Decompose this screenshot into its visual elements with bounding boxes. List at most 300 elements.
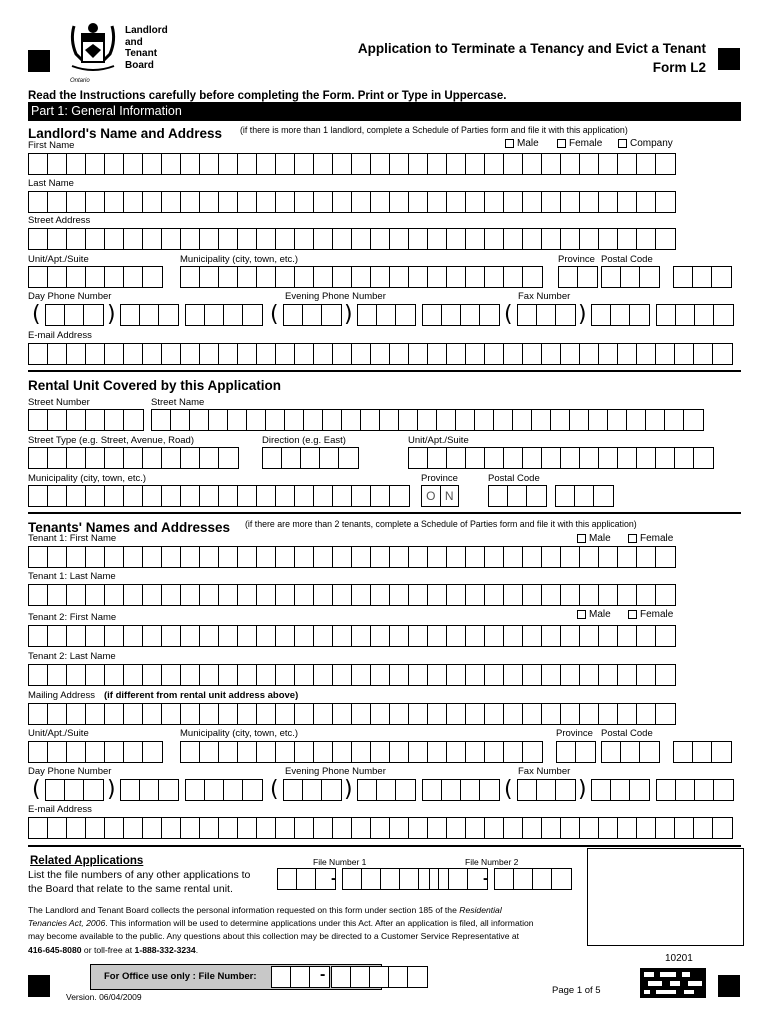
char-box[interactable]: [238, 267, 257, 287]
char-box[interactable]: [523, 585, 542, 605]
char-box[interactable]: [580, 585, 599, 605]
char-box[interactable]: [390, 267, 409, 287]
char-box[interactable]: [390, 585, 409, 605]
char-box[interactable]: [67, 448, 86, 468]
char-box[interactable]: [665, 410, 684, 430]
char-box[interactable]: [542, 344, 561, 364]
char-box[interactable]: [105, 818, 124, 838]
char-box[interactable]: [532, 410, 551, 430]
char-box[interactable]: [485, 154, 504, 174]
char-box[interactable]: [523, 229, 542, 249]
char-box[interactable]: [121, 780, 140, 800]
char-box[interactable]: [621, 742, 640, 762]
char-box[interactable]: [637, 626, 656, 646]
char-box[interactable]: [219, 665, 238, 685]
char-box[interactable]: [523, 704, 542, 724]
char-box[interactable]: [352, 818, 371, 838]
char-box[interactable]: [537, 780, 556, 800]
char-box[interactable]: [124, 585, 143, 605]
landlord-fax-prefix-field[interactable]: [591, 304, 650, 326]
char-box[interactable]: [124, 344, 143, 364]
char-box[interactable]: [162, 154, 181, 174]
char-box[interactable]: [257, 344, 276, 364]
char-box[interactable]: [29, 742, 48, 762]
char-box[interactable]: [304, 410, 323, 430]
char-box[interactable]: [447, 585, 466, 605]
char-box[interactable]: [442, 305, 461, 325]
char-box[interactable]: [504, 626, 523, 646]
char-box[interactable]: [602, 267, 621, 287]
char-box[interactable]: [695, 780, 714, 800]
landlord-evening-line-field[interactable]: [422, 304, 500, 326]
char-box[interactable]: [561, 585, 580, 605]
landlord-evening-prefix-field[interactable]: [357, 304, 416, 326]
tenant-day-area-field[interactable]: [45, 779, 104, 801]
char-box[interactable]: [371, 547, 390, 567]
char-box[interactable]: [656, 448, 675, 468]
char-box[interactable]: [352, 626, 371, 646]
tenant2-last-field[interactable]: [28, 664, 676, 686]
tenant-fax-line-field[interactable]: [656, 779, 734, 801]
char-box[interactable]: [333, 154, 352, 174]
char-box[interactable]: [428, 665, 447, 685]
char-box[interactable]: [676, 305, 695, 325]
tenant1-female-checkbox[interactable]: Female: [628, 533, 673, 544]
char-box[interactable]: [181, 154, 200, 174]
char-box[interactable]: [352, 665, 371, 685]
char-box[interactable]: [542, 192, 561, 212]
char-box[interactable]: [418, 410, 437, 430]
char-box[interactable]: [48, 192, 67, 212]
file-number-1-part-b[interactable]: [342, 868, 439, 890]
char-box[interactable]: [266, 410, 285, 430]
char-box[interactable]: [559, 267, 578, 287]
char-box[interactable]: [580, 665, 599, 685]
tenant-day-prefix-field[interactable]: [120, 779, 179, 801]
char-box[interactable]: [377, 305, 396, 325]
char-box[interactable]: [105, 410, 124, 430]
char-box[interactable]: [48, 486, 67, 506]
char-box[interactable]: [542, 229, 561, 249]
char-box[interactable]: [105, 585, 124, 605]
char-box[interactable]: [186, 780, 205, 800]
char-box[interactable]: [86, 344, 105, 364]
char-box[interactable]: [461, 780, 480, 800]
char-box[interactable]: [599, 818, 618, 838]
char-box[interactable]: [575, 486, 594, 506]
char-box[interactable]: [656, 585, 675, 605]
char-box[interactable]: [67, 742, 86, 762]
char-box[interactable]: [428, 448, 447, 468]
landlord-postal-1-field[interactable]: [601, 266, 660, 288]
char-box[interactable]: [297, 869, 316, 889]
char-box[interactable]: [67, 192, 86, 212]
char-box[interactable]: [494, 410, 513, 430]
char-box[interactable]: [333, 344, 352, 364]
char-box[interactable]: [640, 267, 659, 287]
char-box[interactable]: [485, 229, 504, 249]
char-box[interactable]: [637, 818, 656, 838]
char-box[interactable]: [390, 818, 409, 838]
char-box[interactable]: [257, 229, 276, 249]
char-box[interactable]: [228, 410, 247, 430]
char-box[interactable]: [295, 486, 314, 506]
char-box[interactable]: [466, 229, 485, 249]
char-box[interactable]: [86, 229, 105, 249]
char-box[interactable]: [676, 780, 695, 800]
char-box[interactable]: [599, 704, 618, 724]
char-box[interactable]: [219, 154, 238, 174]
char-box[interactable]: [276, 229, 295, 249]
char-box[interactable]: [162, 626, 181, 646]
char-box[interactable]: [48, 154, 67, 174]
landlord-unit-field[interactable]: [28, 266, 163, 288]
char-box[interactable]: [333, 267, 352, 287]
char-box[interactable]: [466, 448, 485, 468]
char-box[interactable]: [105, 665, 124, 685]
char-box[interactable]: [238, 229, 257, 249]
landlord-fax-line-field[interactable]: [656, 304, 734, 326]
char-box[interactable]: [409, 344, 428, 364]
char-box[interactable]: [518, 780, 537, 800]
char-box[interactable]: [361, 410, 380, 430]
char-box[interactable]: [143, 742, 162, 762]
char-box[interactable]: [580, 344, 599, 364]
char-box[interactable]: [714, 780, 733, 800]
char-box[interactable]: [523, 154, 542, 174]
char-box[interactable]: [684, 410, 703, 430]
char-box[interactable]: [637, 547, 656, 567]
char-box[interactable]: [314, 486, 333, 506]
char-box[interactable]: [428, 229, 447, 249]
char-box[interactable]: [181, 818, 200, 838]
char-box[interactable]: [456, 410, 475, 430]
char-box[interactable]: [143, 344, 162, 364]
char-box[interactable]: [105, 229, 124, 249]
char-box[interactable]: [333, 626, 352, 646]
char-box[interactable]: [86, 626, 105, 646]
landlord-day-line-field[interactable]: [185, 304, 263, 326]
char-box[interactable]: [618, 192, 637, 212]
char-box[interactable]: [333, 486, 352, 506]
char-box[interactable]: [238, 192, 257, 212]
char-box[interactable]: [377, 780, 396, 800]
char-box[interactable]: [219, 818, 238, 838]
char-box[interactable]: [143, 665, 162, 685]
char-box[interactable]: [352, 192, 371, 212]
char-box[interactable]: [523, 344, 542, 364]
char-box[interactable]: [152, 410, 171, 430]
char-box[interactable]: [523, 742, 542, 762]
char-box[interactable]: [656, 818, 675, 838]
char-box[interactable]: [675, 344, 694, 364]
char-box[interactable]: [695, 305, 714, 325]
tenant-unit-field[interactable]: [28, 741, 163, 763]
char-box[interactable]: [447, 154, 466, 174]
char-box[interactable]: [314, 267, 333, 287]
char-box[interactable]: [48, 626, 67, 646]
char-box[interactable]: [485, 192, 504, 212]
rental-unit-field[interactable]: [408, 447, 714, 469]
char-box[interactable]: [181, 626, 200, 646]
char-box[interactable]: [105, 547, 124, 567]
char-box[interactable]: [200, 665, 219, 685]
char-box[interactable]: [430, 869, 449, 889]
char-box[interactable]: [556, 486, 575, 506]
char-box[interactable]: [656, 626, 675, 646]
char-box[interactable]: [495, 869, 514, 889]
char-box[interactable]: [181, 742, 200, 762]
char-box[interactable]: [276, 486, 295, 506]
char-box[interactable]: [48, 585, 67, 605]
char-box[interactable]: [637, 665, 656, 685]
char-box[interactable]: [333, 229, 352, 249]
char-box[interactable]: [105, 344, 124, 364]
char-box[interactable]: [243, 780, 262, 800]
char-box[interactable]: [390, 229, 409, 249]
char-box[interactable]: [504, 192, 523, 212]
char-box[interactable]: [380, 410, 399, 430]
char-box[interactable]: [219, 547, 238, 567]
char-box[interactable]: [390, 192, 409, 212]
char-box[interactable]: [295, 704, 314, 724]
char-box[interactable]: [599, 154, 618, 174]
char-box[interactable]: [551, 410, 570, 430]
char-box[interactable]: [29, 818, 48, 838]
char-box[interactable]: [480, 780, 499, 800]
char-box[interactable]: [67, 585, 86, 605]
char-box[interactable]: [423, 305, 442, 325]
char-box[interactable]: [124, 547, 143, 567]
char-box[interactable]: [257, 665, 276, 685]
char-box[interactable]: [712, 267, 731, 287]
char-box[interactable]: [485, 818, 504, 838]
char-box[interactable]: [371, 626, 390, 646]
char-box[interactable]: [276, 585, 295, 605]
char-box[interactable]: [124, 626, 143, 646]
char-box[interactable]: [238, 742, 257, 762]
char-box[interactable]: [630, 305, 649, 325]
char-box[interactable]: [200, 344, 219, 364]
char-box[interactable]: [162, 818, 181, 838]
char-box[interactable]: [314, 665, 333, 685]
char-box[interactable]: [105, 742, 124, 762]
char-box[interactable]: [352, 229, 371, 249]
char-box[interactable]: [447, 192, 466, 212]
tenant-postal-1-field[interactable]: [601, 741, 660, 763]
tenant2-female-checkbox[interactable]: Female: [628, 609, 673, 620]
char-box[interactable]: [181, 486, 200, 506]
rental-municipality-field[interactable]: [28, 485, 410, 507]
char-box[interactable]: [466, 704, 485, 724]
char-box[interactable]: [200, 818, 219, 838]
char-box[interactable]: [390, 626, 409, 646]
char-box[interactable]: [362, 869, 381, 889]
char-box[interactable]: [46, 780, 65, 800]
char-box[interactable]: [162, 665, 181, 685]
char-box[interactable]: [428, 742, 447, 762]
char-box[interactable]: [352, 154, 371, 174]
char-box[interactable]: [428, 585, 447, 605]
char-box[interactable]: [303, 780, 322, 800]
char-box[interactable]: [140, 305, 159, 325]
char-box[interactable]: [449, 869, 468, 889]
rental-postal-2-field[interactable]: [555, 485, 614, 507]
char-box[interactable]: [504, 344, 523, 364]
char-box[interactable]: [314, 154, 333, 174]
char-box[interactable]: [561, 704, 580, 724]
char-box[interactable]: [219, 267, 238, 287]
char-box[interactable]: [621, 267, 640, 287]
char-box[interactable]: [86, 742, 105, 762]
char-box[interactable]: [301, 448, 320, 468]
char-box[interactable]: [504, 448, 523, 468]
char-box[interactable]: [640, 742, 659, 762]
char-box[interactable]: [181, 229, 200, 249]
char-box[interactable]: [396, 305, 415, 325]
char-box[interactable]: [542, 626, 561, 646]
char-box[interactable]: [48, 665, 67, 685]
char-box[interactable]: [333, 704, 352, 724]
char-box[interactable]: [656, 154, 675, 174]
char-box[interactable]: [333, 585, 352, 605]
char-box[interactable]: [352, 486, 371, 506]
char-box[interactable]: [67, 267, 86, 287]
char-box[interactable]: [447, 267, 466, 287]
char-box[interactable]: [276, 267, 295, 287]
char-box[interactable]: [390, 704, 409, 724]
tenant1-male-checkbox[interactable]: Male: [577, 533, 611, 544]
char-box[interactable]: [485, 344, 504, 364]
char-box[interactable]: [238, 154, 257, 174]
char-box[interactable]: [371, 585, 390, 605]
char-box[interactable]: [504, 704, 523, 724]
char-box[interactable]: [485, 585, 504, 605]
char-box[interactable]: [86, 818, 105, 838]
char-box[interactable]: [527, 486, 546, 506]
landlord-fax-area-field[interactable]: [517, 304, 576, 326]
char-box[interactable]: [29, 585, 48, 605]
char-box[interactable]: [466, 192, 485, 212]
char-box[interactable]: [675, 448, 694, 468]
char-box[interactable]: [428, 344, 447, 364]
tenant1-first-field[interactable]: [28, 546, 676, 568]
landlord-postal-2-field[interactable]: [673, 266, 732, 288]
char-box[interactable]: [466, 154, 485, 174]
char-box[interactable]: [557, 742, 576, 762]
char-box[interactable]: [618, 626, 637, 646]
char-box[interactable]: [257, 547, 276, 567]
char-box[interactable]: [656, 547, 675, 567]
char-box[interactable]: [428, 704, 447, 724]
char-box[interactable]: [124, 229, 143, 249]
char-box[interactable]: [276, 704, 295, 724]
tenant-fax-area-field[interactable]: [517, 779, 576, 801]
char-box[interactable]: [371, 192, 390, 212]
landlord-province-field[interactable]: [558, 266, 598, 288]
char-box[interactable]: [556, 305, 575, 325]
char-box[interactable]: [485, 267, 504, 287]
char-box[interactable]: [580, 192, 599, 212]
char-box[interactable]: [295, 626, 314, 646]
char-box[interactable]: [205, 780, 224, 800]
char-box[interactable]: [504, 585, 523, 605]
char-box[interactable]: [447, 626, 466, 646]
char-box[interactable]: [200, 192, 219, 212]
char-box[interactable]: [542, 547, 561, 567]
char-box[interactable]: [556, 780, 575, 800]
mailing-address-field[interactable]: [28, 703, 676, 725]
char-box[interactable]: [143, 229, 162, 249]
char-box[interactable]: [171, 410, 190, 430]
char-box[interactable]: [552, 869, 571, 889]
char-box[interactable]: [390, 154, 409, 174]
char-box[interactable]: [295, 154, 314, 174]
rental-postal-1-field[interactable]: [488, 485, 547, 507]
tenant-email-field[interactable]: [28, 817, 733, 839]
char-box[interactable]: [67, 154, 86, 174]
char-box[interactable]: [466, 344, 485, 364]
char-box[interactable]: [580, 818, 599, 838]
char-box[interactable]: [592, 305, 611, 325]
char-box[interactable]: [238, 547, 257, 567]
char-box[interactable]: [618, 818, 637, 838]
char-box[interactable]: [276, 626, 295, 646]
char-box[interactable]: [238, 486, 257, 506]
char-box[interactable]: [428, 626, 447, 646]
char-box[interactable]: [656, 665, 675, 685]
char-box[interactable]: [333, 818, 352, 838]
char-box[interactable]: [428, 267, 447, 287]
char-box[interactable]: [314, 585, 333, 605]
char-box[interactable]: [159, 305, 178, 325]
char-box[interactable]: [162, 448, 181, 468]
char-box[interactable]: [442, 780, 461, 800]
char-box[interactable]: [409, 742, 428, 762]
char-box[interactable]: [618, 448, 637, 468]
char-box[interactable]: [514, 869, 533, 889]
char-box[interactable]: [257, 267, 276, 287]
char-box[interactable]: [86, 192, 105, 212]
char-box[interactable]: [447, 229, 466, 249]
char-box[interactable]: [200, 704, 219, 724]
char-box[interactable]: [618, 229, 637, 249]
char-box[interactable]: [124, 448, 143, 468]
char-box[interactable]: [409, 818, 428, 838]
char-box[interactable]: [693, 742, 712, 762]
char-box[interactable]: [124, 665, 143, 685]
char-box[interactable]: [523, 192, 542, 212]
char-box[interactable]: [200, 486, 219, 506]
landlord-day-area-field[interactable]: [45, 304, 104, 326]
char-box[interactable]: [200, 267, 219, 287]
landlord-day-prefix-field[interactable]: [120, 304, 179, 326]
char-box[interactable]: [200, 742, 219, 762]
char-box[interactable]: [437, 410, 456, 430]
char-box[interactable]: [238, 585, 257, 605]
char-box[interactable]: [84, 780, 103, 800]
char-box[interactable]: [276, 742, 295, 762]
char-box[interactable]: [181, 192, 200, 212]
char-box[interactable]: [124, 410, 143, 430]
char-box[interactable]: [447, 704, 466, 724]
char-box[interactable]: [447, 742, 466, 762]
char-box[interactable]: [542, 448, 561, 468]
char-box[interactable]: [602, 742, 621, 762]
char-box[interactable]: [219, 626, 238, 646]
char-box[interactable]: [29, 192, 48, 212]
char-box[interactable]: [611, 305, 630, 325]
